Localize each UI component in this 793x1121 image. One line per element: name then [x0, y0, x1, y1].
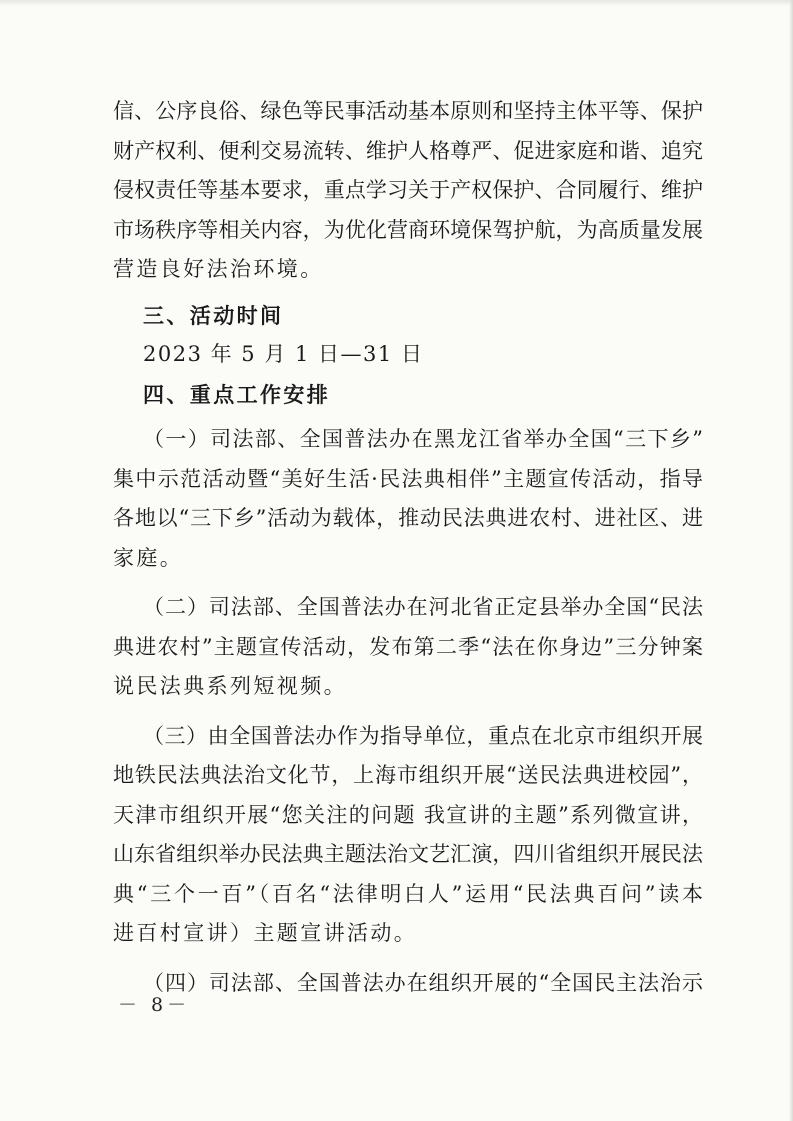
work-item-3 [113, 717, 703, 954]
section-heading-key-work: 四、重点工作安排 [143, 381, 331, 407]
text-line: （三）由全国普法办作为指导单位，重点在北京市组织开展 [143, 723, 703, 748]
text-line: 典“三个一百”（百名“法律明白人”运用“民法典百问”读本 [113, 881, 703, 906]
work-item-2 [113, 588, 703, 707]
text-line: 家庭。 [113, 545, 184, 570]
text-line: （一）司法部、全国普法办在黑龙江省举办全国“三下乡” [143, 427, 703, 451]
text-line: 各地以“三下乡”活动为载体，推动民法典进农村、进社区、进 [113, 506, 703, 530]
text-line: 信、公序良俗、绿色等民事活动基本原则和坚持主体平等、保护 [113, 99, 703, 123]
text-line: （二）司法部、全国普法办在河北省正定县举办全国“民法 [143, 595, 703, 619]
work-item-4 [113, 964, 703, 1004]
text-line: 营造良好法治环境。 [113, 257, 324, 281]
text-line: 市场秩序等相关内容，为优化营商环境保驾护航，为高质量发展 [113, 217, 703, 242]
text-line: 典进农村”主题宣传活动，发布第二季“法在你身边”三分钟案 [113, 634, 703, 659]
text-line: （四）司法部、全国普法办在组织开展的“全国民主法治示 [143, 970, 703, 995]
section-heading-activity-time: 三、活动时间 [143, 302, 284, 328]
text-line: 侵权责任等基本要求，重点学习关于产权保护、合同履行、维护 [113, 178, 703, 202]
scan-edge-top [0, 0, 793, 6]
document-body [113, 92, 703, 1003]
work-item-1 [113, 420, 703, 578]
text-line: 天津市组织开展“您关注的问题 我宣讲的主题”系列微宣讲， [113, 802, 703, 827]
text-line: 进百村宣讲）主题宣讲活动。 [113, 921, 418, 945]
text-line: 集中示范活动暨“美好生活·民法典相伴”主题宣传活动，指导 [113, 466, 703, 491]
page-number: － 8－ [118, 994, 191, 1016]
activity-date: 2023 年 5 月 1 日—31 日 [143, 342, 424, 366]
paragraph-intro [113, 92, 703, 290]
text-line: 财产权利、便利交易流转、维护人格尊严、促进家庭和谐、追究 [113, 138, 703, 163]
scan-edge-right [789, 0, 793, 1121]
text-line: 地铁民法典法治文化节，上海市组织开展“送民法典进校园”， [113, 763, 703, 787]
text-line: 说民法典系列短视频。 [113, 674, 347, 698]
text-line: 山东省组织举办民法典主题法治文艺汇演，四川省组织开展民法 [113, 842, 703, 866]
